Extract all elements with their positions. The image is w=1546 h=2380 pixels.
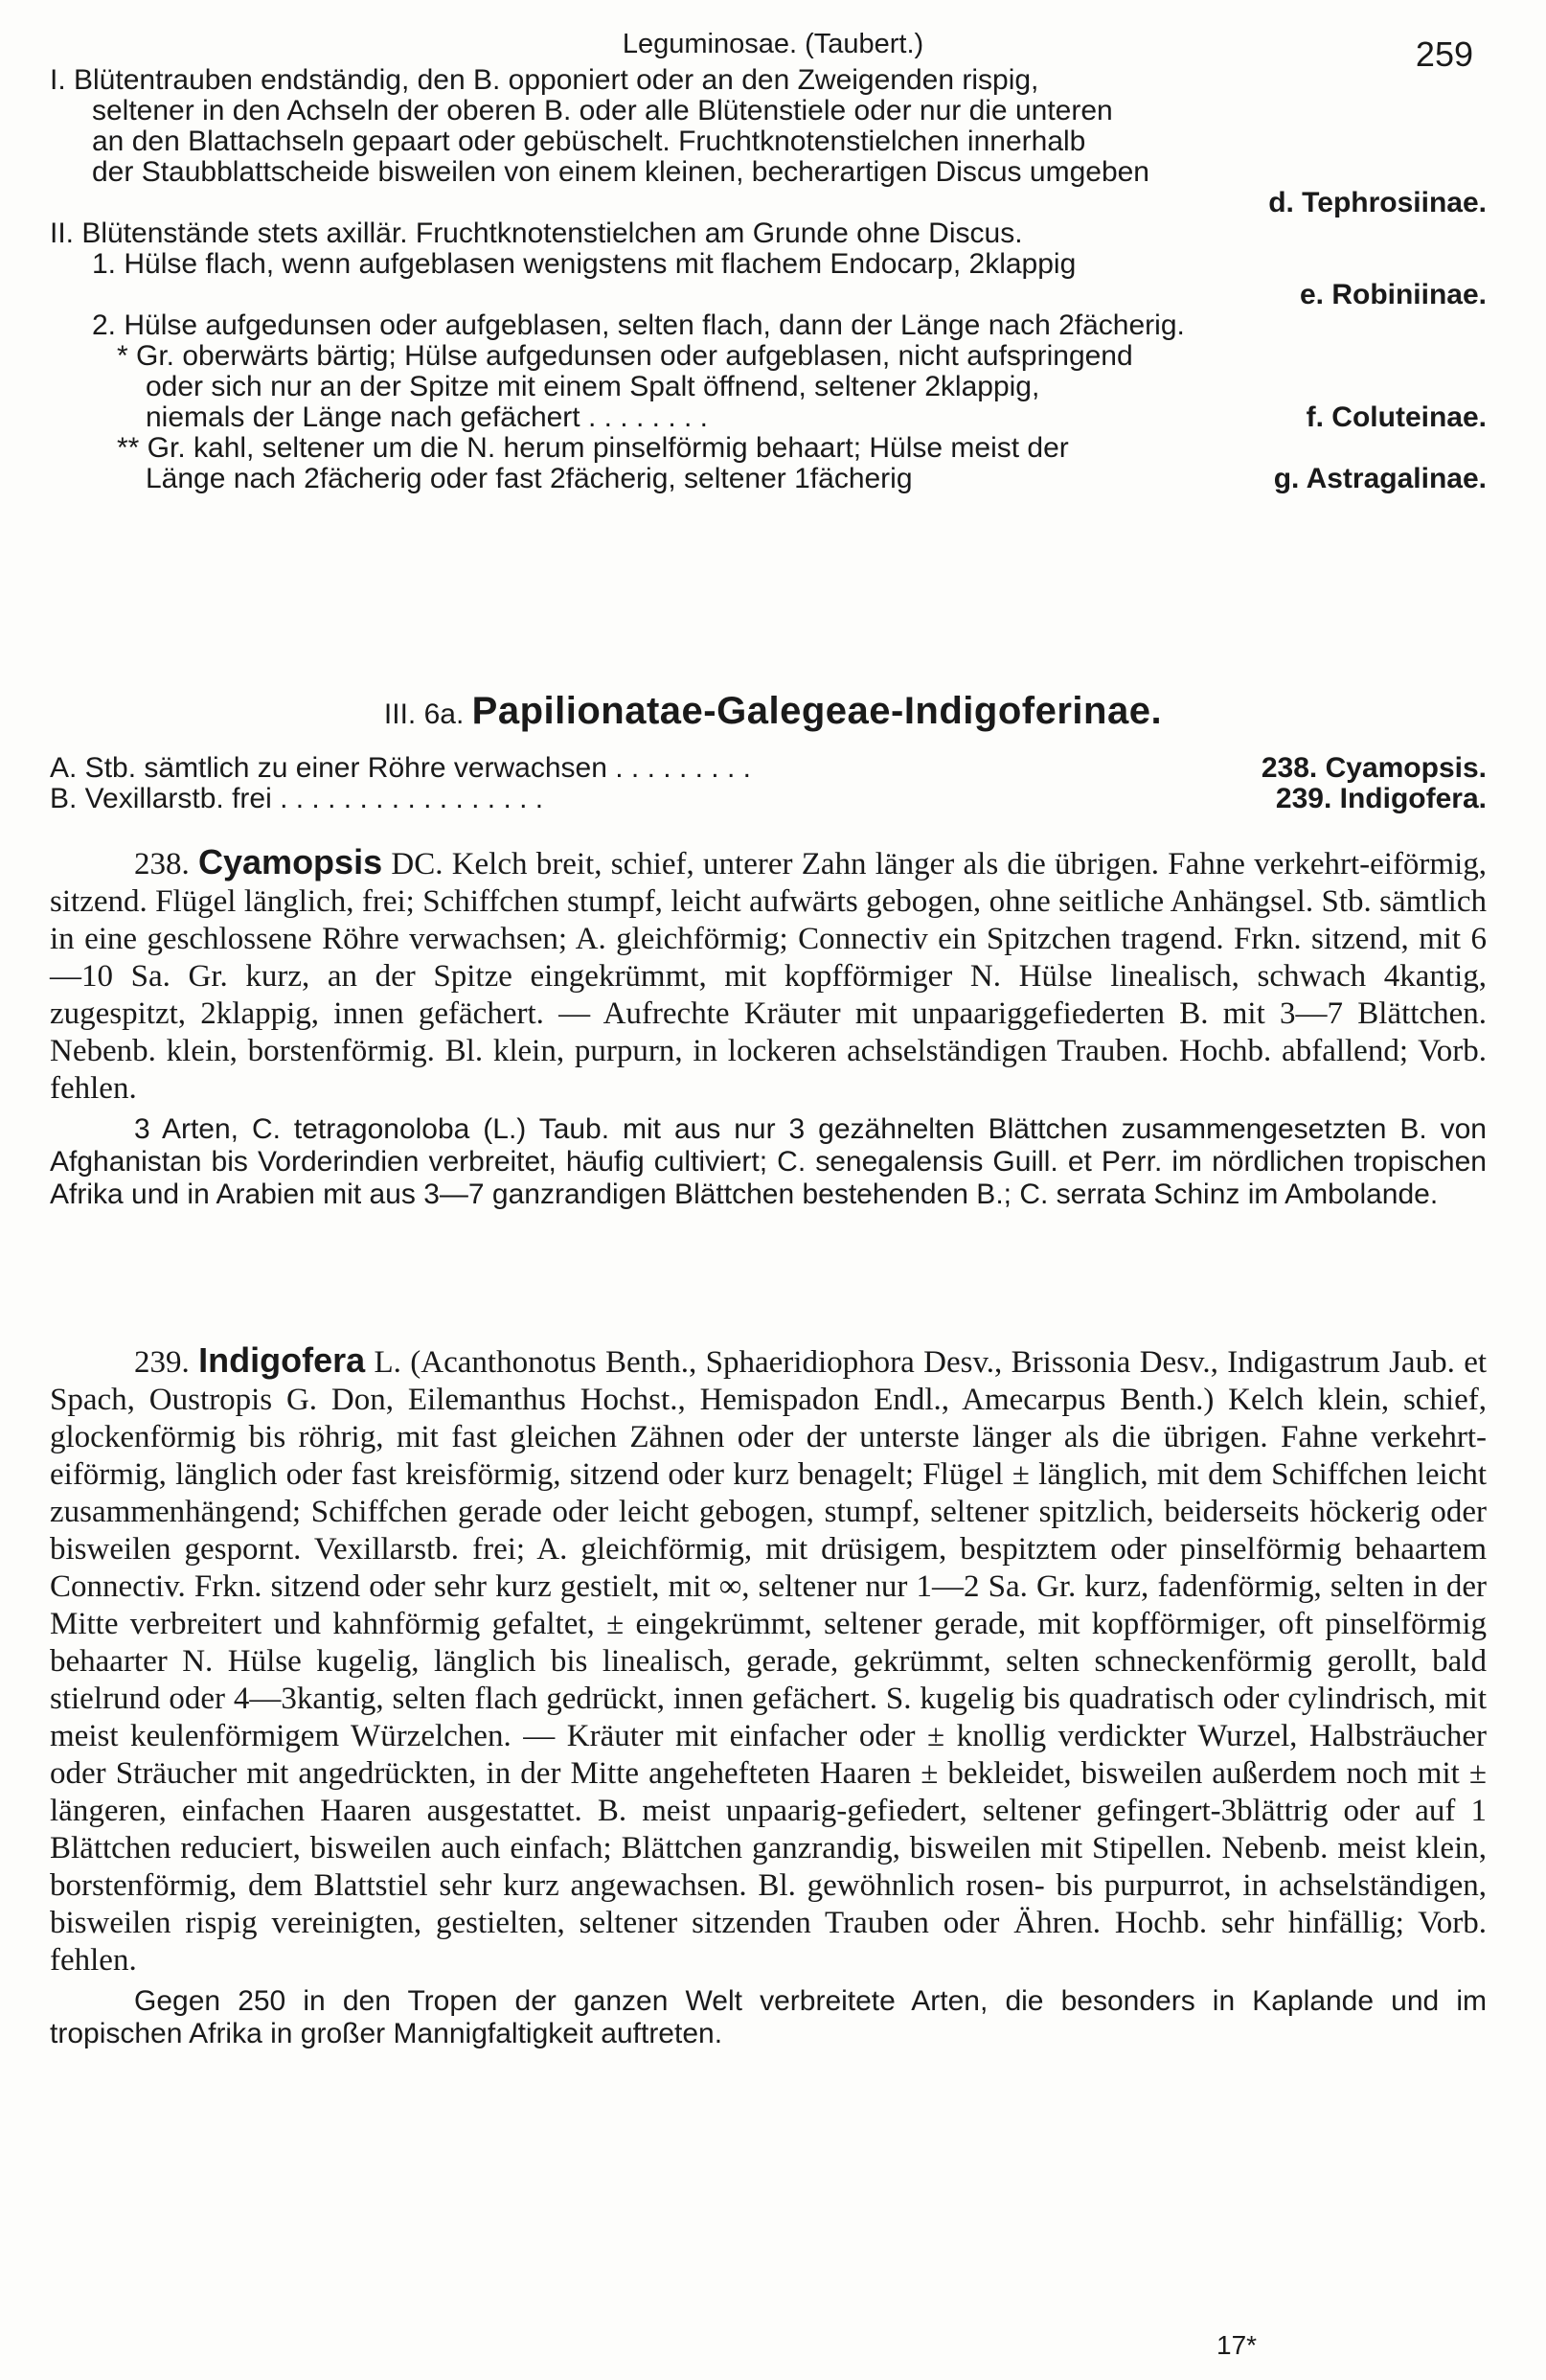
key-line: A. Stb. sämtlich zu einer Röhre verwachsen . . . . . . . . . 238. Cyamopsis. bbox=[50, 752, 1487, 784]
key-result: e. Robiniinae. bbox=[1299, 279, 1487, 310]
key-line: I. Blütentrauben endständig, den B. opponiert oder an den Zweigenden rispig, bbox=[50, 64, 1039, 96]
key-line: 1. Hülse flach, wenn aufgeblasen wenigstens mit flachem Endocarp, 2klappig bbox=[92, 248, 1077, 280]
key-result: d. Tephrosiinae. bbox=[1268, 187, 1487, 218]
genus-description: 239. Indigofera L. (Acanthonotus Benth., Sphaeridiophora Desv., Brissonia Desv., Indigastrum Jaub. et Spach, Oustropis G. Don, Eilemanthus Hochst., Hemispadon Endl., Amecarpus Benth.) Kelch klein, schief, glockenförmig bis röhrig, mit fast gleichen Zähnen oder der unterste länger als die übrigen. Fahne verkehrt-eiförmig, länglich oder fast kreisförmig, sitzend oder kurz benagelt; Flügel ± länglich, mit dem Schiffchen leicht zusammenhängend; Schiffchen gerade oder leicht gebogen, stumpf, seltener spitzlich, beiderseits höckerig oder bisweilen gespornt. Vexillarstb. frei; A. gleichförmig, mit drüsigem, bespitztem oder pinselförmig behaartem Connectiv. Frkn. sitzend oder sehr kurz gestielt, mit ∞, seltener nur 1—2 Sa. Gr. kurz, fadenförmig, selten in der Mitte verbreitert und kahnförmig gefaltet, ± eingekrümmt, seltener gerade, mit kopfförmiger, oft pinselförmig behaarter N. Hülse kugelig, länglich bis linealisch, gerade, gekrümmt, selten schneckenförmig gerollt, bald stielrund oder 4—3kantig, selten flach gedrückt, innen gefächert. S. kugelig bis quadratisch oder cylindrisch, mit meist keulenförmigem Würzelchen. — Kräuter mit einfacher oder ± knollig verdickter Wurzel, Halbsträucher oder Sträucher mit angedrückten, in der Mitte angehefteten Haaren ± bekleidet, bisweilen außerdem noch mit ± längeren, einfachen Haaren ausgestattet. B. meist unpaarig-gefiedert, seltener gefingert-3blättrig oder auf 1 Blättchen reduciert, bisweilen auch einfach; Blättchen ganzrandig, bisweilen mit Stipellen. Nebenb. meist klein, borstenförmig, dem Blattstiel sehr kurz angewachsen. Bl. gewöhnlich rosen- bis purpurrot, in achselständigen, bisweilen rispig vereinigten, gestielten, seltener sitzenden Trauben oder Ähren. Hochb. sehr hinfällig; Vorb. fehlen. bbox=[50, 1340, 1488, 1978]
section-heading bbox=[0, 690, 1546, 733]
page-number: 259 bbox=[1415, 34, 1473, 74]
key-line: * Gr. oberwärts bärtig; Hülse aufgedunsen oder aufgeblasen, nicht aufspringend bbox=[117, 340, 1133, 372]
section-title: Papilionatae-Galegeae-Indigoferinae. bbox=[471, 690, 1163, 732]
section-prefix: III. 6a. bbox=[383, 698, 465, 730]
key-line: niemals der Länge nach gefächert . . . . . . . . f. Coluteinae. bbox=[146, 401, 1487, 433]
key-line: Länge nach 2fächerig oder fast 2fächerig, seltener 1fächerig g. Astragalinae. bbox=[146, 463, 1487, 494]
genus-indigofera bbox=[50, 1341, 1487, 2050]
key-line: ** Gr. kahl, seltener um die N. herum pinselförmig behaart; Hülse meist der bbox=[117, 432, 1069, 464]
key-line: seltener in den Achseln der oberen B. oder alle Blütenstiele oder nur die unteren bbox=[92, 95, 1113, 126]
running-header: Leguminosae. (Taubert.) bbox=[622, 29, 924, 59]
key-line bbox=[50, 280, 1487, 310]
key-line: II. Blütenstände stets axillär. Fruchtknotenstielchen am Grunde ohne Discus. bbox=[50, 217, 1023, 249]
key-line: der Staubblattscheide bisweilen von einem kleinen, becherartigen Discus umgeben bbox=[92, 156, 1149, 188]
genus-note: 3 Arten, C. tetragonoloba (L.) Taub. mit aus nur 3 gezähnelten Blättchen zusammengesetzten B. von Afghanistan bis Vorderindien verbreitet, häufig cultiviert; C. senegalensis Guill. et Perr. im nördlichen tropischen Afrika und in Arabien mit aus 3—7 ganzrandigen Blättchen bestehenden B.; C. serrata Schinz im Ambolande. bbox=[50, 1113, 1487, 1210]
signature-mark: 17* bbox=[1216, 2330, 1258, 2360]
genus-name: Cyamopsis bbox=[198, 842, 383, 881]
key-result: 238. Cyamopsis. bbox=[1261, 752, 1487, 784]
key-result: 239. Indigofera. bbox=[1275, 783, 1487, 814]
key-line: 2. Hülse aufgedunsen oder aufgeblasen, selten flach, dann der Länge nach 2fächerig. bbox=[92, 309, 1185, 341]
tribe-key bbox=[50, 65, 1487, 494]
key-line: an den Blattachseln gepaart oder gebüschelt. Fruchtknotenstielchen innerhalb bbox=[92, 126, 1086, 157]
key-line: oder sich nur an der Spitze mit einem Spalt öffnend, seltener 2klappig, bbox=[146, 371, 1040, 402]
key-result: g. Astragalinae. bbox=[1273, 463, 1487, 494]
key-line bbox=[50, 188, 1487, 218]
genus-note: Gegen 250 in den Tropen der ganzen Welt verbreitete Arten, die besonders in Kaplande und im tropischen Afrika in großer Mannigfaltigkeit auftreten. bbox=[50, 1985, 1487, 2049]
genus-name: Indigofera bbox=[198, 1340, 366, 1380]
genus-description: 238. Cyamopsis DC. Kelch breit, schief, unterer Zahn länger als die übrigen. Fahne verkehrt-eiförmig, sitzend. Flügel länglich, frei; Schiffchen stumpf, leicht aufwärts gebogen, ohne seitliche Anhängsel. Stb. sämtlich in eine geschlossene Röhre verwachsen; A. gleichförmig; Connectiv ein Spitzchen tragend. Frkn. sitzend, mit 6—10 Sa. Gr. kurz, an der Spitze eingekrümmt, mit kopfförmiger N. Hülse linealisch, schwach 4kantig, zugespitzt, 2klappig, innen gefächert. — Aufrechte Kräuter mit unpaariggefiederten B. mit 3—7 Blättchen. Nebenb. klein, borstenförmig. Bl. klein, purpurn, in lockeren achselständigen Trauben. Hochb. abfallend; Vorb. fehlen. bbox=[50, 842, 1488, 1106]
genus-key bbox=[50, 753, 1487, 814]
key-line: B. Vexillarstb. frei . . . . . . . . . . . . . . . . . 239. Indigofera. bbox=[50, 783, 1487, 814]
key-result: f. Coluteinae. bbox=[1306, 401, 1487, 433]
genus-cyamopsis bbox=[50, 843, 1487, 1211]
